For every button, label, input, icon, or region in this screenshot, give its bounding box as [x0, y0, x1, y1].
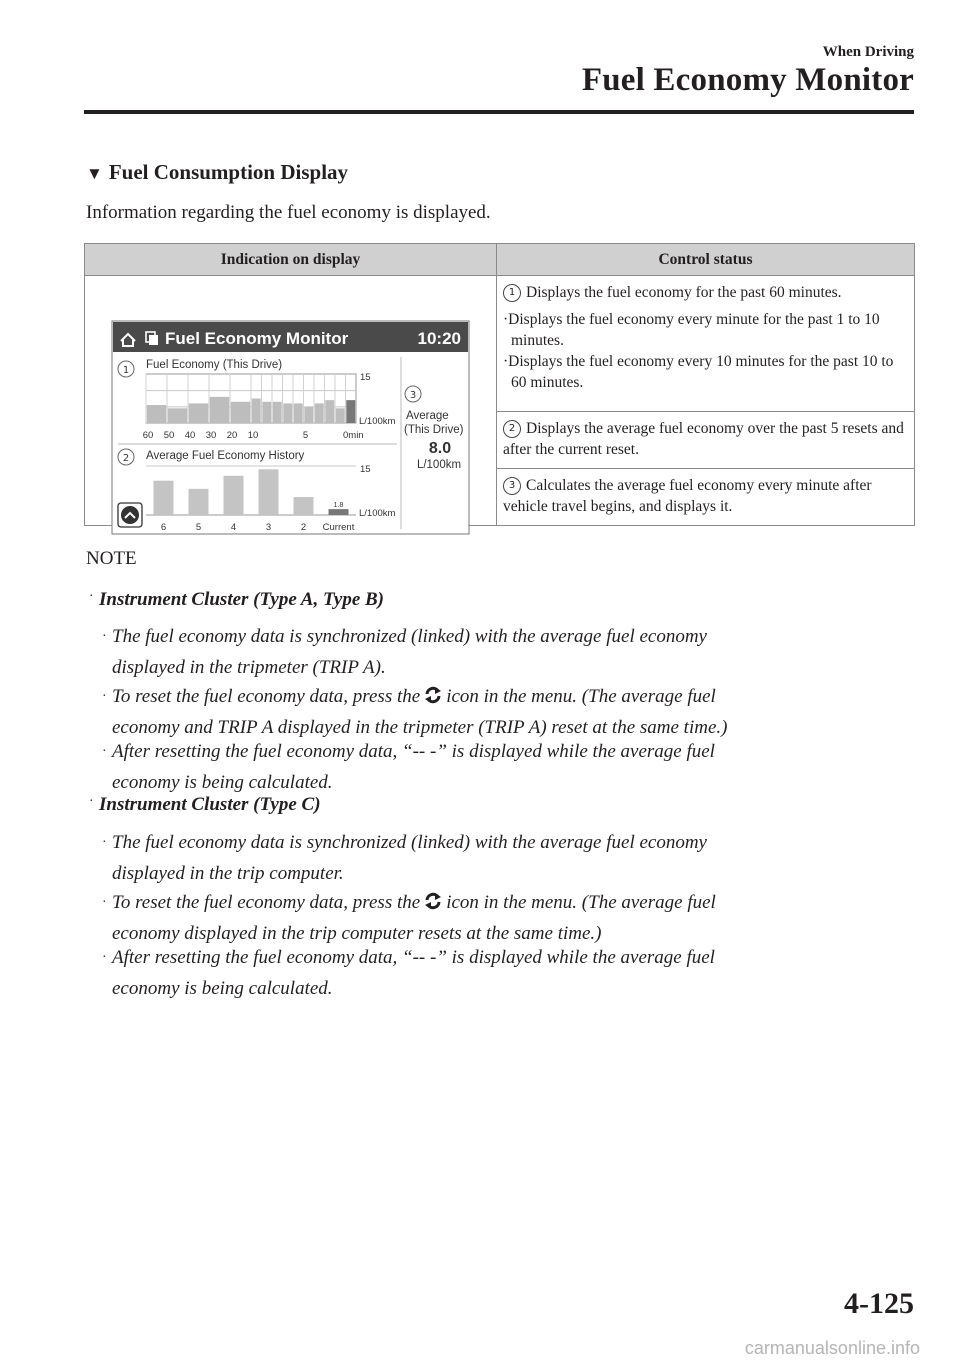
avg-value: 8.0 — [428, 439, 452, 457]
note-item-b2: · To reset the fuel economy data, press the icon in the menu. (The average fuel economy displayed in the trip computer resets at the same time.) — [102, 892, 716, 944]
chart2-bar — [329, 509, 349, 515]
chart1-ymax: 15 — [360, 371, 371, 383]
screen-title: Fuel Economy Monitor — [165, 328, 349, 348]
note-heading-b: · Instrument Cluster (Type C) — [89, 794, 321, 815]
section-marker: ▼ — [86, 164, 103, 183]
note-heading-a: · Instrument Cluster (Type A, Type B) — [89, 589, 384, 610]
fuel-monitor-screen — [85, 277, 494, 533]
chart2-unit: L/100km — [359, 507, 396, 519]
table-header-indication: Indication on display — [85, 244, 497, 276]
avg-label-1: Average — [406, 409, 449, 422]
note-item-a2: · To reset the fuel economy data, press the icon in the menu. (The average fuel economy and TRIP A displayed in the tripmeter (TRIP A) reset at the same time.) — [102, 686, 728, 738]
row1-text — [497, 276, 915, 412]
header-section: When Driving — [822, 44, 914, 60]
marker-2-label: 2 — [122, 452, 130, 464]
chart2-xlabel: 3 — [265, 521, 272, 533]
chart2-bar — [294, 497, 314, 515]
chart1-bar — [231, 401, 250, 422]
chart1-bar — [304, 406, 313, 422]
marker-1-label: 1 — [122, 364, 130, 376]
num-2: 2 — [503, 420, 521, 438]
reset-icon — [423, 685, 443, 705]
chart1-xlabel: 0min — [343, 429, 364, 441]
row3-content: Calculates the average fuel economy every minute after vehicle travel begins, and displays it. — [503, 477, 872, 515]
note-title: NOTE — [86, 548, 137, 569]
chart2-xlabel: 2 — [300, 521, 307, 533]
row1-main: Displays the fuel economy for the past 60 minutes. — [526, 284, 842, 301]
chart2-xlabel: 5 — [195, 521, 202, 533]
chart2-xlabel: 6 — [160, 521, 167, 533]
chart2-current-value: 1.8 — [333, 501, 344, 509]
chart2-xlabel: Current — [322, 521, 355, 533]
chart2-xlabel: 4 — [230, 521, 237, 533]
chart2-bar — [189, 488, 209, 514]
avg-label-2: (This Drive) — [404, 423, 464, 436]
chart1-bar — [336, 408, 345, 423]
chart1-xlabel: 5 — [302, 429, 309, 441]
chart1-bar — [294, 403, 303, 423]
chart2-bar — [154, 480, 174, 514]
note-item-b3: · After resetting the fuel economy data, “-- -” is displayed while the average fuel economy is being calculated. — [102, 947, 715, 999]
header-rule — [84, 110, 914, 114]
chart1-bar — [189, 403, 208, 423]
table-header-control: Control status — [497, 244, 915, 276]
watermark: carmanualsonline.info — [744, 1338, 920, 1358]
section-title-text: Fuel Consumption Display — [108, 160, 349, 184]
chart1-bar — [346, 400, 355, 423]
section-intro: Information regarding the fuel economy is displayed. — [86, 202, 491, 223]
chart1-bar — [315, 403, 324, 423]
note-item-a3: · After resetting the fuel economy data, “-- -” is displayed while the average fuel economy is being calculated. — [102, 741, 715, 793]
note-item-b1: · The fuel economy data is synchronized (linked) with the average fuel economy displayed in the trip computer. — [102, 832, 707, 884]
row1-bullet-1: ·Displays the fuel economy every minute for the past 1 to 10 minutes. — [503, 311, 880, 349]
row2-content: Displays the average fuel economy over the past 5 resets and after the current reset. — [503, 420, 904, 458]
reset-icon — [423, 891, 443, 911]
chart1-xlabel: 40 — [184, 429, 196, 441]
chart1-bar — [252, 398, 261, 423]
scroll-up-button[interactable] — [118, 503, 142, 527]
chart1-title: Fuel Economy (This Drive) — [146, 358, 283, 371]
page-number: 4-125 — [844, 1287, 914, 1320]
row2-text — [497, 412, 915, 469]
chart1-bar — [168, 408, 187, 423]
num-3: 3 — [503, 477, 521, 495]
chart1-bar — [273, 401, 282, 422]
avg-unit: L/100km — [416, 458, 462, 471]
chart2-bar — [259, 469, 279, 515]
chart1-xlabel: 10 — [247, 429, 259, 441]
section-title — [86, 160, 348, 185]
chart1-xlabel: 20 — [226, 429, 238, 441]
chart1-bar — [147, 405, 166, 423]
row1-bullet-2: ·Displays the fuel economy every 10 minutes for the past 10 to 60 minutes. — [503, 353, 894, 391]
chart1-unit: L/100km — [359, 415, 396, 427]
screen-cell — [85, 276, 497, 533]
row3-text — [497, 469, 915, 526]
page-title: Fuel Economy Monitor — [581, 62, 914, 98]
chart1-bar — [262, 401, 271, 422]
marker-3-label: 3 — [409, 389, 417, 401]
screen-time: 10:20 — [417, 328, 461, 348]
chart2-title: Average Fuel Economy History — [146, 449, 305, 462]
chart1-bar — [325, 400, 334, 423]
chart1-xlabel: 60 — [142, 429, 154, 441]
chart1-bar — [283, 403, 292, 423]
note-item-a1: · The fuel economy data is synchronized (linked) with the average fuel economy displayed in the tripmeter (TRIP A). — [102, 626, 707, 678]
chart1-xlabel: 50 — [163, 429, 175, 441]
chart2-ymax: 15 — [360, 463, 371, 475]
info-table — [84, 243, 915, 533]
chart1-xlabel: 30 — [205, 429, 217, 441]
chart2-bar — [224, 475, 244, 514]
chart1-bar — [210, 396, 229, 422]
num-1: 1 — [503, 284, 521, 302]
